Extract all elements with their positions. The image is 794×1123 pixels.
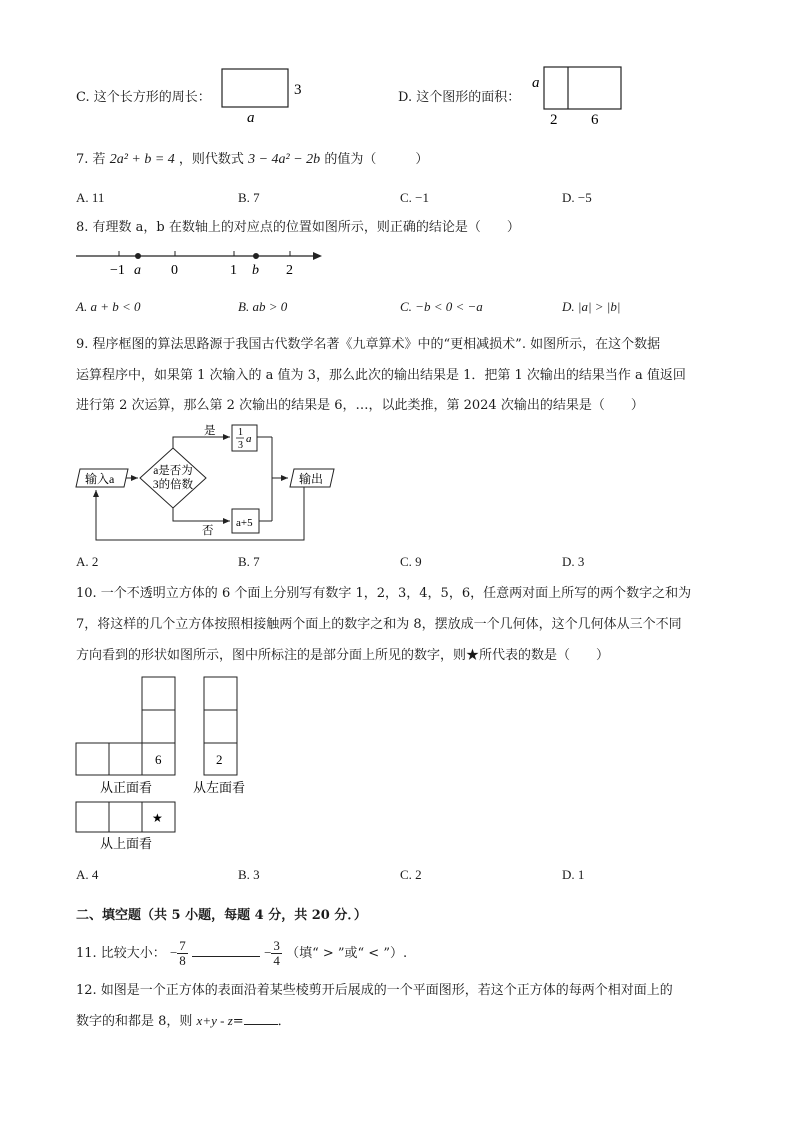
q10-option-d[interactable]: D. 1	[562, 867, 585, 882]
q8-option-c[interactable]: C. −b < 0 < −a	[400, 299, 483, 314]
q8-tick-0: 0	[171, 263, 178, 278]
q8-option-a[interactable]: A. a + b < 0	[76, 299, 141, 314]
q9-option-d[interactable]: D. 3	[562, 554, 585, 569]
q7-stem-mid: ，则代数式	[178, 152, 244, 167]
q9-yes-box-num: 1	[238, 427, 243, 438]
q6-c-side-label: 3	[294, 82, 302, 98]
q10-top-view	[76, 802, 175, 832]
q11-fraction-2-sign: −	[264, 945, 272, 960]
q8-tick-1: 1	[230, 263, 237, 278]
q7-stem	[76, 151, 428, 169]
q10-left-number: 2	[216, 752, 223, 767]
q10-option-b[interactable]: B. 3	[238, 867, 260, 882]
q7-option-a[interactable]: A. 11	[76, 190, 105, 205]
q11-stem	[76, 935, 407, 972]
q12-answer-blank[interactable]	[244, 1024, 278, 1025]
q11-fraction-2-num: 3	[273, 938, 280, 953]
star-icon: ★	[152, 811, 163, 825]
q7-option-b[interactable]: B. 7	[238, 190, 260, 205]
q6-option-d-label: D. 这个图形的面积：	[398, 90, 521, 105]
q10-stem-line1: 10. 一个不透明立方体的 6 个面上分别写有数字 1，2，3，4，5，6，任意两对面上所写的两个数字之和为	[76, 586, 692, 601]
q12-line2-pre: 数字的和都是 8，则	[76, 1014, 193, 1029]
q10-stem-line2: 7，将这样的几个立方体按照相接触两个面上的数字之和为 8，摆放成一个几何体，这个几何体从三个不同	[76, 617, 682, 632]
q10-three-views-figure	[74, 674, 264, 856]
q9-no-box: a+5	[236, 517, 253, 529]
q6-composite-rect-figure	[528, 64, 628, 126]
q12-stem-line2	[76, 1012, 291, 1031]
q7-option-d[interactable]: D. −5	[562, 190, 592, 205]
q11-fraction-1	[177, 939, 188, 968]
q8-point-a-label: a	[134, 263, 141, 278]
q10-stem-line3: 方向看到的形状如图所示，图中所标注的是部分面上所见的数字，则★所代表的数是（ ）	[76, 648, 610, 663]
q10-front-view	[76, 677, 175, 775]
q11-fraction-2	[271, 939, 282, 968]
q8-point-b-label: b	[252, 263, 259, 278]
q9-no-label: 否	[202, 525, 214, 537]
q11-fraction-1-num: 7	[179, 938, 186, 953]
q7-stem-pre: 7. 若	[76, 152, 106, 167]
q11-pre: 11. 比较大小：	[76, 946, 166, 961]
q11-fraction-1-den: 8	[179, 953, 186, 968]
q9-yes-label: 是	[204, 425, 216, 437]
q6-d-side-label: a	[532, 75, 540, 91]
q9-yes-box-var: a	[246, 433, 252, 445]
q11-post: （填“ > ”或“ < ”）.	[286, 946, 408, 961]
q10-front-number: 6	[155, 752, 162, 767]
q7-expression: 3 − 4a² − 2b	[248, 152, 321, 167]
q7-equation-1: 2a² + b = 4	[109, 152, 175, 167]
q9-stem-line2: 运算程序中，如果第 1 次输入的 a 值为 3，那么此次的输出结果是 1．把第 1 次输出的结果当作 a 值返回	[76, 368, 686, 383]
q10-left-caption: 从左面看	[193, 780, 246, 795]
section-2-title: 二、填空题（共 5 小题，每题 4 分，共 20 分．）	[76, 908, 367, 923]
q9-yes-box-den: 3	[238, 440, 243, 451]
q9-option-a[interactable]: A. 2	[76, 554, 99, 569]
q12-end: ．	[277, 1014, 291, 1029]
q12-equals: =	[232, 1014, 244, 1029]
q6-c-base-label: a	[247, 110, 255, 124]
q9-output-box: 输出	[299, 472, 324, 486]
q11-fraction-2-den: 4	[273, 953, 280, 968]
q6-rectangle-figure	[218, 66, 308, 124]
q7-stem-post: 的值为（ ）	[324, 152, 429, 167]
q10-top-caption: 从上面看	[100, 836, 153, 851]
q10-option-c[interactable]: C. 2	[400, 867, 422, 882]
q9-option-b[interactable]: B. 7	[238, 554, 260, 569]
q9-flowchart	[72, 420, 342, 548]
q12-expression: x+y - z	[196, 1013, 233, 1028]
q9-stem-line1: 9. 程序框图的算法思路源于我国古代数学名著《九章算术》中的“更相减损术”. 如图所示，在这个数据	[76, 337, 661, 352]
q11-answer-blank[interactable]	[192, 956, 260, 957]
q6-option-c-label: C. 这个长方形的周长：	[76, 90, 211, 105]
q7-option-c[interactable]: C. −1	[400, 190, 430, 205]
q12-stem-line1: 12. 如图是一个正方体的表面沿着某些棱剪开后展成的一个平面图形，若这个正方体的每两个相对面上的	[76, 983, 673, 998]
q8-tick-neg1: −1	[110, 263, 125, 278]
q6-d-width1-label: 2	[550, 112, 558, 126]
q10-option-a[interactable]: A. 4	[76, 867, 99, 882]
q11-fraction-1-sign: −	[169, 945, 178, 960]
q9-decision-line2: 3的倍数	[152, 479, 194, 491]
q8-number-line	[70, 246, 330, 278]
q9-input-box: 输入a	[85, 472, 115, 486]
q9-decision-line1: a是否为	[153, 465, 193, 477]
q8-option-b[interactable]: B. ab > 0	[238, 299, 288, 314]
q8-option-d[interactable]: D. |a| > |b|	[562, 299, 621, 314]
q8-tick-2: 2	[286, 263, 293, 278]
q9-option-c[interactable]: C. 9	[400, 554, 422, 569]
q8-stem: 8. 有理数 a，b 在数轴上的对应点的位置如图所示，则正确的结论是（ ）	[76, 220, 520, 235]
q10-left-view	[204, 677, 237, 775]
q9-stem-line3: 进行第 2 次运算，那么第 2 次输出的结果是 6，…，以此类推，第 2024 次输出的结果是（ ）	[76, 398, 644, 413]
q10-front-caption: 从正面看	[100, 780, 153, 795]
q6-d-width2-label: 6	[591, 112, 599, 126]
